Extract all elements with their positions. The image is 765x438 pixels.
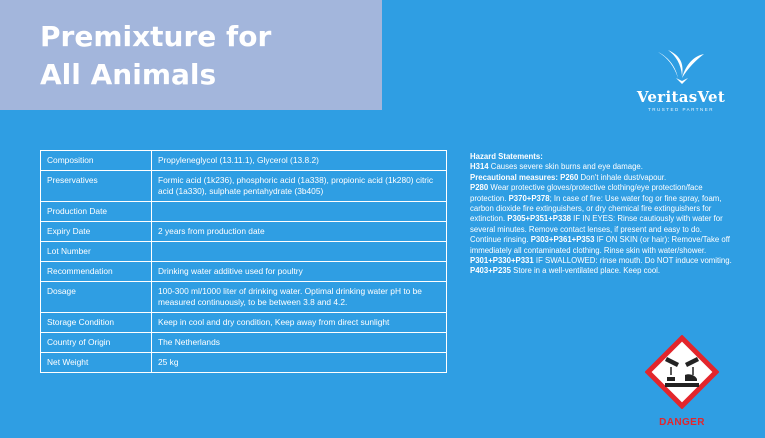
row-value: The Netherlands bbox=[152, 333, 447, 353]
corrosive-hazard-icon bbox=[645, 335, 719, 409]
row-label: Composition bbox=[41, 151, 152, 171]
p305-code: P305+P351+P338 bbox=[507, 214, 572, 224]
row-label: Production Date bbox=[41, 202, 152, 222]
table-row bbox=[41, 242, 447, 262]
row-label: Recommendation bbox=[41, 262, 152, 282]
hazard-heading: Hazard Statements: bbox=[470, 152, 543, 161]
table-row bbox=[41, 151, 447, 171]
row-value: 2 years from production date bbox=[152, 222, 447, 242]
p370-code: P370+P378 bbox=[508, 193, 550, 203]
row-label: Country of Origin bbox=[41, 333, 152, 353]
row-value: Drinking water additive used for poultry bbox=[152, 262, 447, 282]
row-label: Storage Condition bbox=[41, 313, 152, 333]
row-value: Formic acid (1k236), phosphoric acid (1a338), propionic acid (1k280) citric acid (1a330), sulphate pentahydrate (3b405) bbox=[152, 171, 447, 202]
row-label: Dosage bbox=[41, 282, 152, 313]
precaution-label: Precautional measures: P260 bbox=[470, 172, 579, 182]
title-line-1: Premixture for bbox=[40, 20, 272, 53]
page-title bbox=[40, 18, 370, 94]
logo-name: VeritasVet bbox=[636, 88, 726, 106]
row-label: Expiry Date bbox=[41, 222, 152, 242]
bird-wing-icon bbox=[654, 48, 708, 86]
row-label: Lot Number bbox=[41, 242, 152, 262]
table-row bbox=[41, 202, 447, 222]
specification-table bbox=[40, 150, 447, 373]
table-row bbox=[41, 353, 447, 373]
row-value: Propyleneglycol (13.11.1), Glycerol (13.8.2) bbox=[152, 151, 447, 171]
danger-signal-word: DANGER bbox=[659, 417, 705, 428]
table-row bbox=[41, 222, 447, 242]
title-panel bbox=[0, 0, 382, 110]
h314-code: H314 bbox=[470, 162, 489, 172]
title-line-2: All Animals bbox=[40, 58, 217, 91]
table-row bbox=[41, 171, 447, 202]
row-value bbox=[152, 242, 447, 262]
p301-code: P301+P330+P331 bbox=[470, 256, 534, 266]
row-label: Preservatives bbox=[41, 171, 152, 202]
row-value: 100-300 ml/1000 liter of drinking water. Optimal drinking water pH to be measured continuously, to be between 3.8 and 4.2. bbox=[152, 282, 447, 313]
p403-code: P403+P235 bbox=[470, 266, 511, 276]
table-row bbox=[41, 262, 447, 282]
row-label: Net Weight bbox=[41, 353, 152, 373]
logo-tagline: TRUSTED PARTNER bbox=[647, 107, 715, 112]
p280-code: P280 bbox=[470, 183, 489, 193]
p303-code: P303+P361+P353 bbox=[530, 235, 595, 245]
table-row bbox=[41, 333, 447, 353]
row-value: Keep in cool and dry condition, Keep away from direct sunlight bbox=[152, 313, 447, 333]
hazard-text: H314 Causes severe skin burns and eye damage. Precautional measures: P260 Don't inhale dust/vapour. P280 Wear protective gloves/protective clothing/eye protection/face protection. P370+P378; In case of fire: Use water fog or fine spray, foam, carbon dioxide fire extinguishers, or dry chemical fire extinguishers for extinction. P305+P351+P338 IF IN EYES: Rinse cautiously with water for several minutes. Remove contact lenses, if present and easy to do. Continue rinsing. P303+P361+P353 IF ON SKIN (or hair): Remove/Take off immediately all contaminated clothing. Rinse skin with water/shower. P301+P330+P331 IF SWALLOWED: rinse mouth. Do NOT induce vomiting. P403+P235 Store in a well-ventilated place. Keep cool. bbox=[470, 162, 732, 276]
table-row bbox=[41, 313, 447, 333]
row-value bbox=[152, 202, 447, 222]
brand-logo bbox=[626, 48, 736, 118]
row-value: 25 kg bbox=[152, 353, 447, 373]
table-row bbox=[41, 282, 447, 313]
hazard-statements bbox=[470, 152, 732, 277]
